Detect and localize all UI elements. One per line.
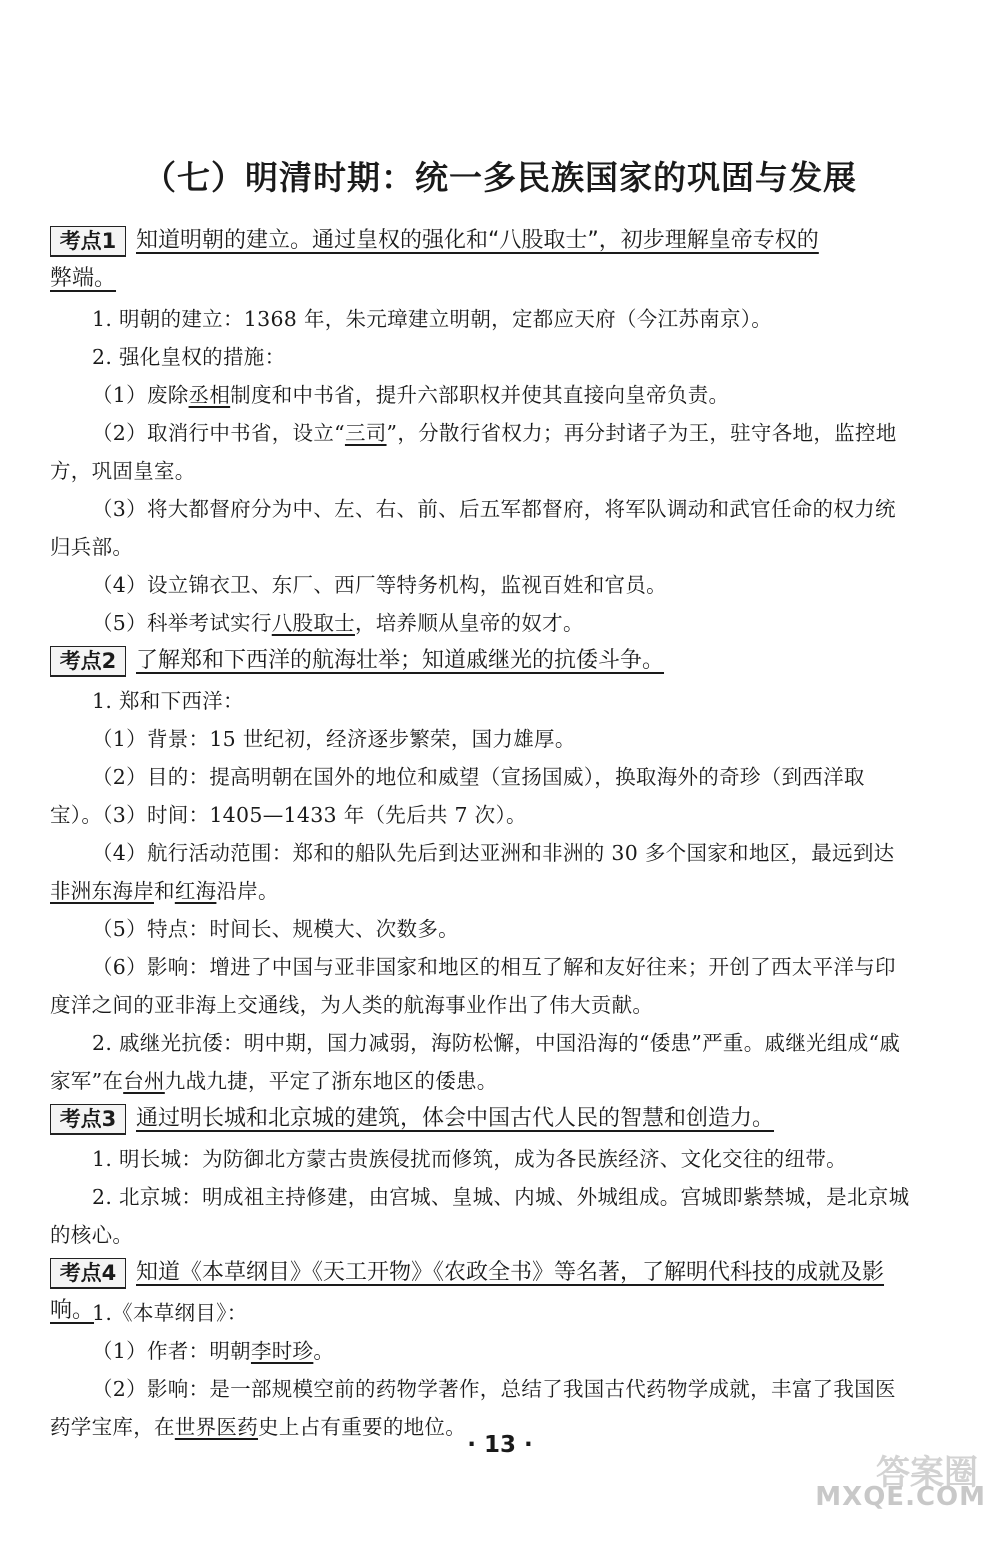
- exam-point-text-cont: 弊端。: [50, 266, 117, 291]
- paragraph: （6）影响：增进了中国与亚非国家和地区的相互了解和友好往来；开创了西太平洋与印度洋之间的亚非海上交通线，为人类的航海事业作出了伟大贡献。: [50, 955, 896, 1017]
- paragraph: 2. 北京城：明成祖主持修建，由宫城、皇城、内城、外城组成。宫城即紫禁城，是北京城的核心。: [50, 1185, 910, 1247]
- page-number: · 13 ·: [467, 1432, 533, 1458]
- page-title: （七）明清时期：统一多民族国家的巩固与发展: [143, 158, 857, 197]
- key-term: 台州: [123, 1069, 165, 1093]
- key-term: 三司: [344, 421, 387, 445]
- exam-point-3: [50, 1100, 912, 1138]
- watermark-site: MXQE.COM: [815, 1482, 986, 1512]
- key-term: 李时珍: [250, 1339, 314, 1363]
- exam-point-2: [50, 642, 912, 680]
- paragraph: （1）作者：明朝李时珍。: [92, 1339, 335, 1363]
- paragraph: （1）背景：15 世纪初，经济逐步繁荣，国力雄厚。: [92, 727, 576, 751]
- paragraph: （2）影响：是一部规模空前的药物学著作，总结了我国古代药物学成就，丰富了我国医药学宝库，在世界医药史上占有重要的地位。: [50, 1377, 896, 1439]
- paragraph: 1. 明朝的建立：1368 年，朱元璋建立明朝，定都应天府（今江苏南京）。: [92, 307, 773, 331]
- exam-point-label: 考点4: [50, 1258, 126, 1289]
- paragraph: （3）将大都督府分为中、左、右、前、后五军都督府，将军队调动和武官任命的权力统归兵部。: [50, 497, 896, 559]
- exam-point-text: 知道明朝的建立。通过皇权的强化和“八股取士”，初步理解皇帝专权的: [136, 228, 819, 253]
- key-term: 世界医药: [174, 1415, 259, 1439]
- key-term: 八股取士: [271, 611, 355, 635]
- exam-point-label: 考点3: [50, 1104, 126, 1135]
- exam-point-text: 知道《本草纲目》《天工开物》《农政全书》等名著，了解明代科技的成就及影响。: [50, 1260, 885, 1323]
- exam-point-label: 考点2: [50, 646, 126, 677]
- exam-point-1: [50, 222, 912, 298]
- paragraph: 1. 郑和下西洋：: [92, 689, 244, 713]
- paragraph: 2. 戚继光抗倭：明中期，国力减弱，海防松懈，中国沿海的“倭患”严重。戚继光组成“戚家军”在台州九战九捷，平定了浙东地区的倭患。: [50, 1031, 901, 1093]
- paragraph: （4）航行活动范围：郑和的船队先后到达亚洲和非洲的 30 多个国家和地区，最远到达非洲东海岸和红海沿岸。: [50, 841, 895, 903]
- paragraph: （3）时间：1405—1433 年（先后共 7 次）。: [92, 803, 527, 827]
- exam-point-label: 考点1: [50, 226, 126, 257]
- key-term: 非洲东海岸: [50, 879, 154, 903]
- paragraph: （5）特点：时间长、规模大、次数多。: [92, 917, 459, 941]
- paragraph: 2. 强化皇权的措施：: [92, 345, 286, 369]
- paragraph: （2）目的：提高明朝在国外的地位和威望（宣扬国威），换取海外的奇珍（到西洋取宝）。: [50, 765, 865, 827]
- paragraph: （4）设立锦衣卫、东厂、西厂等特务机构，监视百姓和官员。: [92, 573, 667, 597]
- paragraph: （1）废除丞相制度和中书省，提升六部职权并使其直接向皇帝负责。: [92, 383, 730, 407]
- paragraph: 1. 明长城：为防御北方蒙古贵族侵扰而修筑，成为各民族经济、文化交往的纽带。: [92, 1147, 847, 1171]
- paragraph: 1.《本草纲目》：: [92, 1301, 248, 1325]
- paragraph: （2）取消行中书省，设立“三司”，分散行省权力；再分封诸子为王，驻守各地，监控地方，巩固皇室。: [50, 421, 897, 483]
- exam-point-text: 通过明长城和北京城的建筑，体会中国古代人民的智慧和创造力。: [136, 1106, 775, 1131]
- watermark-logo: 答案圈: [876, 1453, 978, 1493]
- key-term: 红海: [174, 879, 217, 903]
- exam-point-text: 了解郑和下西洋的航海壮举；知道戚继光的抗倭斗争。: [136, 648, 665, 673]
- key-term: 丞相: [188, 383, 231, 407]
- paragraph: （5）科举考试实行八股取士，培养顺从皇帝的奴才。: [92, 611, 584, 635]
